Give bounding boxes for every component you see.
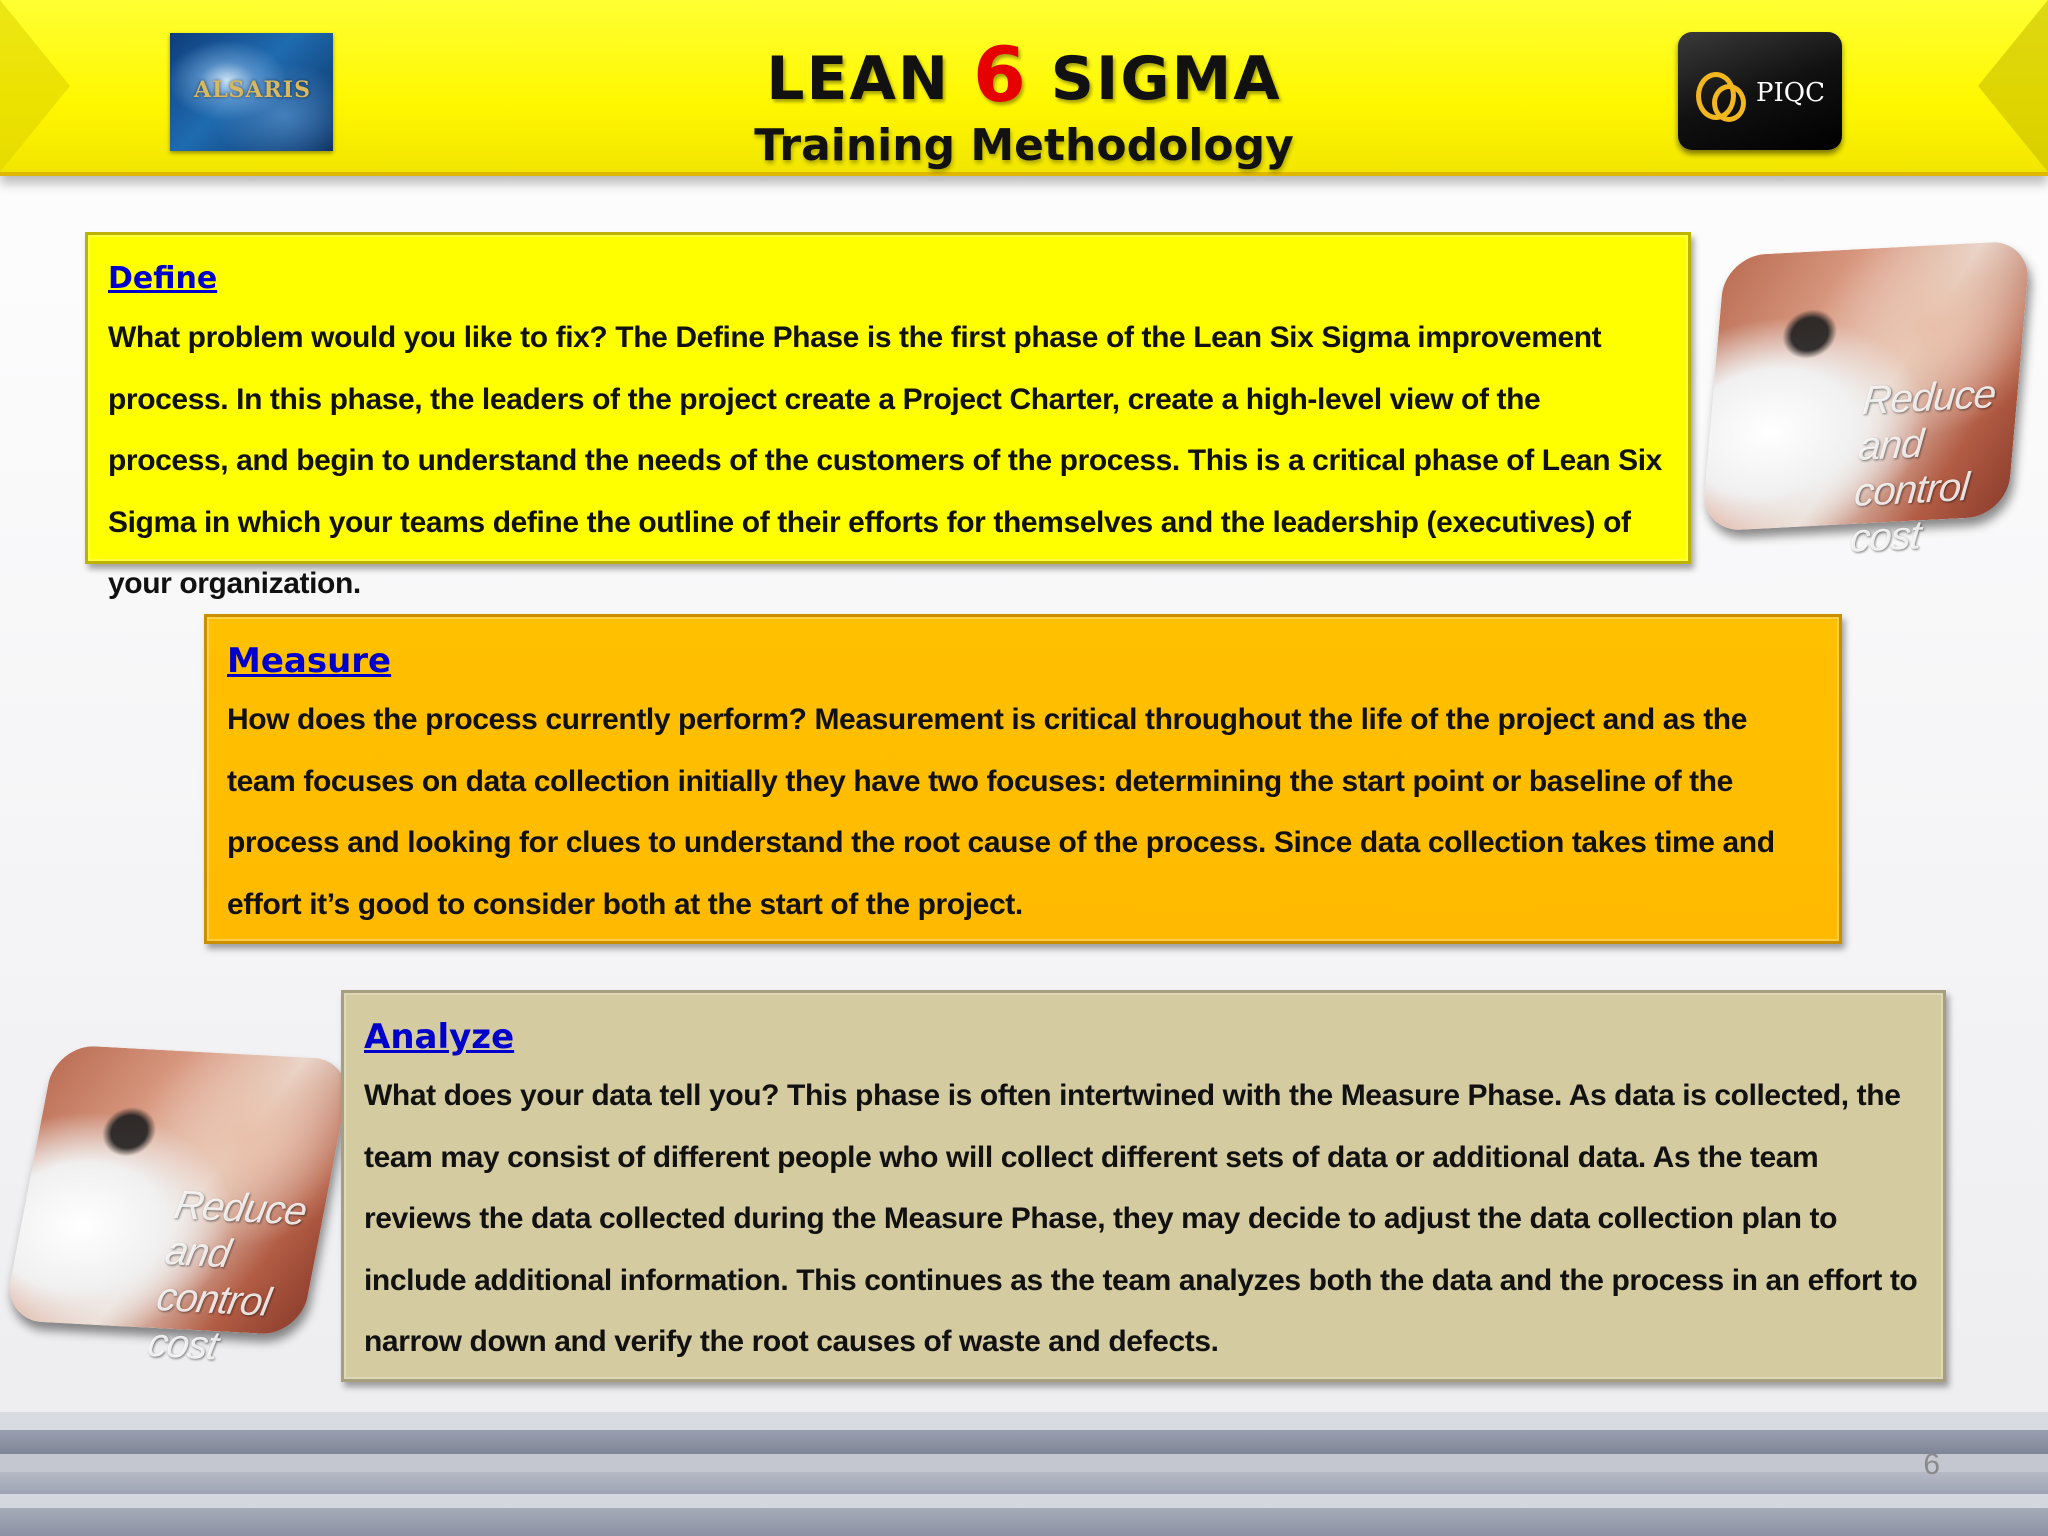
photo-caption-line1: Reduce and (1856, 372, 1998, 469)
title-part1: LEAN (766, 44, 974, 114)
footer-bars (0, 1412, 2048, 1536)
piqc-logo (1678, 32, 1842, 150)
piqc-ring-inner-icon (1712, 84, 1746, 122)
photo-caption-line2: control cost (1848, 465, 1971, 561)
piqc-logo-text: PIQC (1756, 78, 1825, 108)
define-text: What problem would you like to fix? The Define Phase is the first phase of the Lean Six Sigma improvement process. In this phase, the leaders of the project create a Project Charter, create a high-level view of the process, and begin to understand the needs of the customers of the process. This is a critical phase of Lean Six Sigma in which your teams define the outline of their efforts for themselves and the leadership (executives) of your organization. (108, 321, 1662, 600)
photo-tile-caption (144, 1182, 328, 1374)
footer-stripe (0, 1508, 2048, 1536)
photo-caption-line1: Reduce and (162, 1183, 311, 1277)
footer-stripe (0, 1472, 2048, 1494)
title-number-six: 6 (973, 30, 1028, 119)
measure-link[interactable]: Measure (227, 641, 392, 681)
reduce-cost-photo-tile (3, 1044, 354, 1369)
reduce-cost-photo-tile (1701, 240, 2031, 561)
footer-stripe (0, 1454, 2048, 1472)
footer-stripe (0, 1430, 2048, 1454)
measure-box (204, 614, 1842, 944)
analyze-link[interactable]: Analyze (364, 1017, 515, 1057)
page-number: 6 (1923, 1448, 1940, 1481)
photo-caption-line2: control cost (144, 1274, 274, 1369)
define-link[interactable]: Define (108, 261, 218, 296)
footer-stripe (0, 1412, 2048, 1430)
slide-subtitle: Training Methodology (754, 120, 1294, 171)
analyze-text: What does your data tell you? This phase is often intertwined with the Measure Phase. As data is collected, the team may consist of different people who will collect different sets of data or additional data. As the team reviews the data collected during the Measure Phase, they may decide to adjust the data collection plan to include additional information. This continues as the team analyzes both the data and the process in an effort to narrow down and verify the root causes of waste and defects. (364, 1079, 1918, 1358)
measure-text: How does the process currently perform? Measurement is critical throughout the life of the project and as the team focuses on data collection initially they have two focuses: determining the start point or baseline of the process and looking for clues to understand the root cause of the process. Since data collection takes time and effort it’s good to consider both at the start of the project. (227, 703, 1775, 921)
define-box (85, 232, 1691, 600)
company-logo-lettering: ALSARIS (194, 77, 311, 103)
analyze-box (341, 990, 1946, 1382)
photo-tile-caption (1848, 370, 2019, 562)
header-band (0, 0, 2048, 176)
title-part2: SIGMA (1027, 44, 1282, 114)
footer-stripe (0, 1494, 2048, 1508)
